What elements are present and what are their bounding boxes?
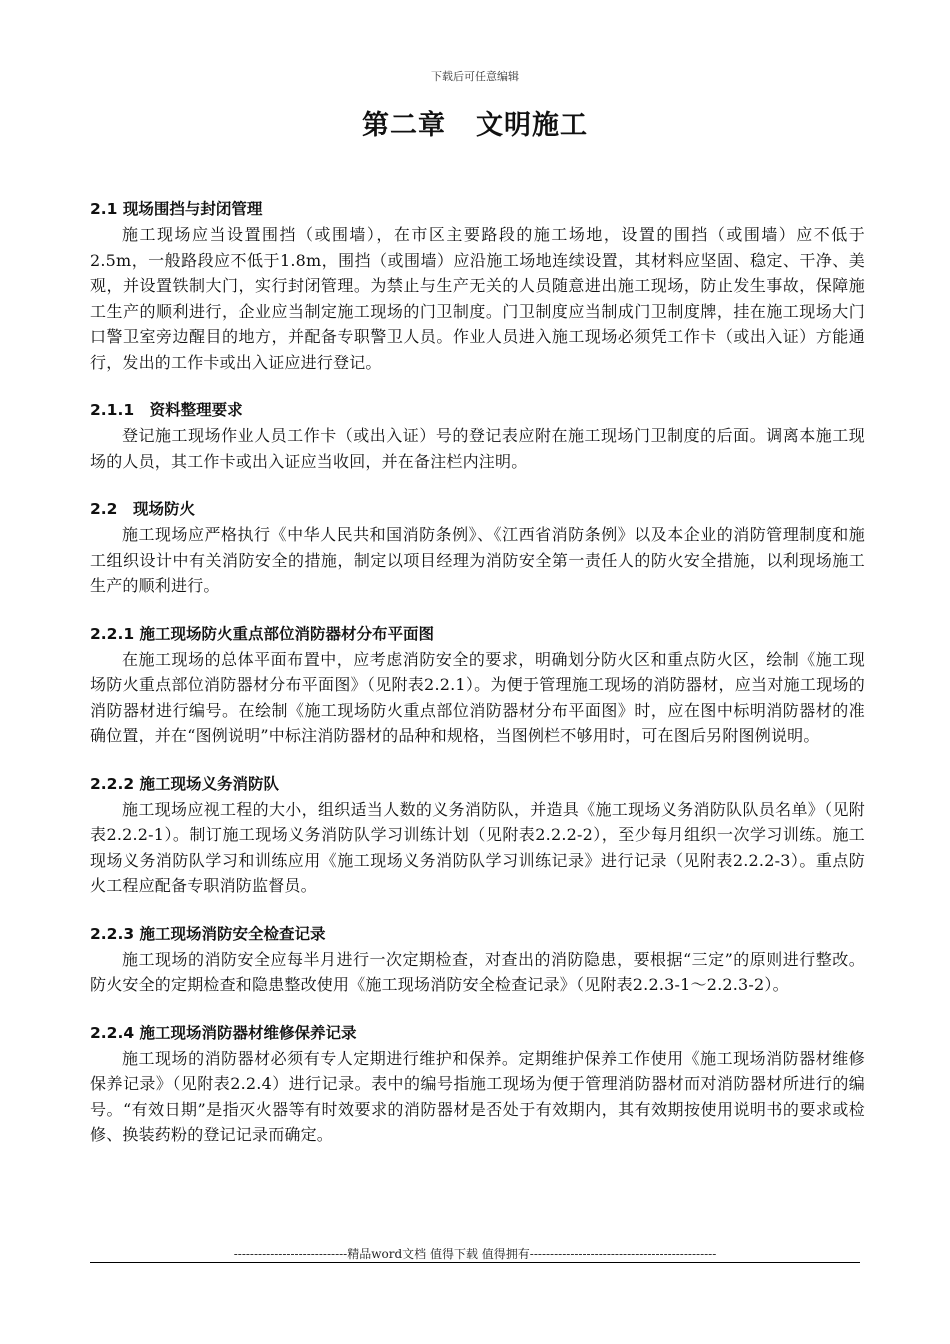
footer-text: ----------------------------精品word文档 值得下载 值得拥有---------------------------------------------- [233,1247,717,1261]
chapter-title [0,103,950,142]
section-heading: 2.2.3 施工现场消防安全检查记录 [90,924,326,943]
section-paragraph: 施工现场应视工程的大小，组织适当人数的义务消防队，并造具《施工现场义务消防队队员名单》（见附表2.2.2-1）。制订施工现场义务消防队学习训练计划（见附表2.2.2-2），至少每月组织一次学习训练。施工现场义务消防队学习和训练应用《施工现场义务消防队学习训练记录》进行记录（见附表2.2.2-3）。重点防火工程应配备专职消防监督员。 [90,799,865,895]
section-2-2-2 [90,771,865,899]
section-heading: 2.2.4 施工现场消防器材维修保养记录 [90,1023,357,1042]
section-paragraph: 施工现场的消防安全应每半月进行一次定期检查，对查出的消防隐患，要根据“三定”的原则进行整改。防火安全的定期检查和隐患整改使用《施工现场消防安全检查记录》（见附表2.2.3-1～2.2.3-2）。 [90,949,865,994]
section-heading: 2.1.1 资料整理要求 [90,401,243,419]
section-paragraph: 施工现场的消防器材必须有专人定期进行维护和保养。定期维护保养工作使用《施工现场消防器材维修保养记录》（见附表2.2.4）进行记录。表中的编号指施工现场为便于管理消防器材而对消防器材所进行的编号。“有效日期”是指灭火器等有时效要求的消防器材是否处于有效期内，其有效期按使用说明书的要求或检修、换装药粉的登记记录而确定。 [90,1048,865,1144]
section-2-1-1 [90,397,865,474]
footer-divider [90,1262,860,1263]
section-heading: 2.2 现场防火 [90,500,195,518]
section-paragraph: 在施工现场的总体平面布置中，应考虑消防安全的要求，明确划分防火区和重点防火区，绘制《施工现场防火重点部位消防器材分布平面图》（见附表2.2.1）。为便于管理施工现场的消防器材，应当对施工现场的消防器材进行编号。在绘制《施工现场防火重点部位消防器材分布平面图》时，应在图中标明消防器材的准确位置，并在“图例说明”中标注消防器材的品种和规格，当图例栏不够用时，可在图后另附图例说明。 [90,649,865,745]
section-2-2-3 [90,921,865,998]
section-paragraph: 施工现场应当设置围挡（或围墙），在市区主要路段的施工场地，设置的围挡（或围墙）应不低于2.5m，一般路段应不低于1.8m，围挡（或围墙）应沿施工场地连续设置，其材料应坚固、稳定、干净、美观，并设置铁制大门，实行封闭管理。为禁止与生产无关的人员随意进出施工现场，防止发生事故，保障施工生产的顺利进行，企业应当制定施工现场的门卫制度。门卫制度应当制成门卫制度牌，挂在施工现场大门口警卫室旁边醒目的地方，并配备专职警卫人员。作业人员进入施工现场必须凭工作卡（或出入证）方能通行，发出的工作卡或出入证应进行登记。 [90,225,865,372]
section-heading: 2.2.2 施工现场义务消防队 [90,774,280,793]
section-heading: 2.1 现场围挡与封闭管理 [90,200,263,218]
chapter-name: 文明施工 [476,110,588,141]
section-2-2-4 [90,1020,865,1148]
section-2-2-1 [90,621,865,749]
chapter-number: 第二章 [362,110,446,141]
header-note: 下载后可任意编辑 [431,70,519,83]
document-body [90,196,865,1170]
section-2-1 [90,196,865,375]
section-paragraph: 施工现场应严格执行《中华人民共和国消防条例》、《江西省消防条例》以及本企业的消防管理制度和施工组织设计中有关消防安全的措施，制定以项目经理为消防安全第一责任人的防火安全措施，以利现场施工生产的顺利进行。 [90,525,865,595]
section-2-2 [90,496,865,599]
section-heading: 2.2.1 施工现场防火重点部位消防器材分布平面图 [90,624,435,643]
section-paragraph: 登记施工现场作业人员工作卡（或出入证）号的登记表应附在施工现场门卫制度的后面。调离本施工现场的人员，其工作卡或出入证应当收回，并在备注栏内注明。 [90,426,865,471]
